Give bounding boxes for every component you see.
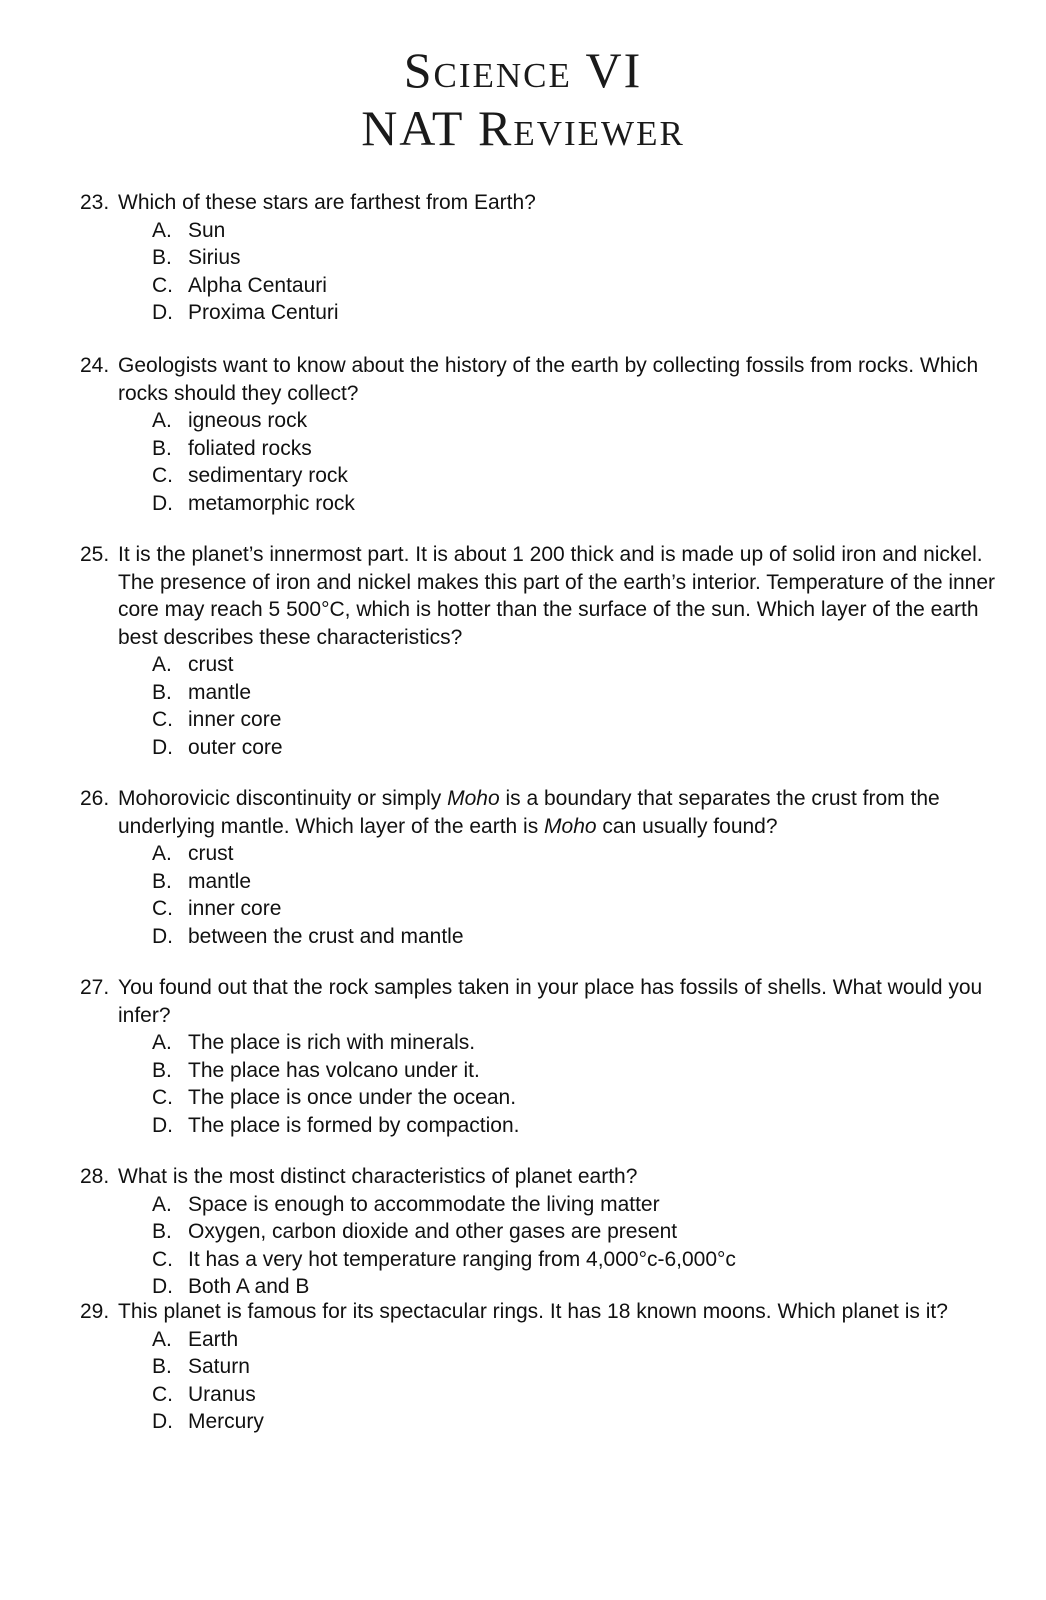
option-letter: A. — [152, 653, 172, 676]
option-b — [80, 679, 1000, 707]
option-text: Oxygen, carbon dioxide and other gases are present — [188, 1220, 678, 1243]
option-b — [80, 1057, 1000, 1085]
option-d — [80, 1273, 1000, 1301]
option-letter: C. — [152, 1382, 173, 1406]
option-b — [80, 244, 1000, 272]
question-text: It is the planet’s innermost part. It is about 1 200 thick and is made up of solid iron and nickel. The presence of iron and nickel makes this part of the earth’s interior. Temperature of the inner core may reach 5 500°C, which is hotter than the surface of the sun. Which layer of the earth best describes these characteristics? — [118, 543, 996, 649]
question-24 — [80, 352, 1000, 517]
question-number: 26. — [80, 787, 110, 810]
option-letter: B. — [152, 680, 172, 704]
option-text: Proxima Centuri — [188, 301, 339, 324]
option-d — [80, 299, 1000, 327]
option-text: metamorphic rock — [188, 491, 355, 515]
option-letter: B. — [152, 436, 172, 460]
option-letter: C. — [152, 1247, 173, 1271]
option-a — [80, 1029, 1000, 1057]
question-text: What is the most distinct characteristics of planet earth? — [118, 1165, 638, 1188]
option-text: The place is rich with minerals. — [188, 1031, 476, 1054]
option-letter: A. — [152, 1327, 172, 1351]
option-letter: D. — [152, 735, 173, 759]
option-c — [80, 706, 1000, 734]
question-text: Which of these stars are farthest from Earth? — [118, 191, 536, 214]
option-letter: B. — [152, 246, 172, 269]
option-text: mantle — [188, 680, 252, 704]
option-b — [80, 1218, 1000, 1246]
option-text: Sirius — [188, 246, 241, 269]
question-number: 29. — [80, 1300, 110, 1323]
option-letter: C. — [152, 708, 173, 731]
option-letter: D. — [152, 491, 173, 515]
question-text: This planet is famous for its spectacular rings. It has 18 known moons. Which planet is it? — [118, 1300, 948, 1323]
option-text: The place has volcano under it. — [188, 1058, 480, 1082]
option-letter: B. — [152, 869, 172, 893]
option-text: sedimentary rock — [188, 464, 348, 487]
option-letter: D. — [152, 301, 173, 324]
option-a — [80, 1191, 1000, 1219]
option-letter: A. — [152, 1031, 172, 1054]
option-letter: C. — [152, 464, 173, 487]
question-number: 28. — [80, 1165, 110, 1188]
question-number: 27. — [80, 976, 110, 999]
question-25 — [80, 541, 1000, 761]
option-text: Alpha Centauri — [188, 273, 327, 297]
option-a — [80, 1326, 1000, 1354]
option-letter: C. — [152, 897, 173, 920]
question-text: You found out that the rock samples taken in your place has fossils of shells. What would you infer? — [118, 976, 983, 1027]
question-26 — [80, 785, 1000, 950]
option-text: It has a very hot temperature ranging from 4,000°c-6,000°c — [188, 1247, 736, 1271]
option-text: Sun — [188, 218, 226, 242]
option-letter: A. — [152, 218, 172, 242]
question-text: Geologists want to know about the history of the earth by collecting fossils from rocks. Which rocks should they collect? — [118, 354, 979, 405]
question-number: 23. — [80, 191, 110, 214]
option-a — [80, 217, 1000, 245]
option-a — [80, 651, 1000, 679]
option-text: The place is once under the ocean. — [188, 1086, 517, 1109]
question-27 — [80, 974, 1000, 1139]
option-text: outer core — [188, 735, 283, 759]
option-text: Earth — [188, 1327, 239, 1351]
option-a — [80, 840, 1000, 868]
option-b — [80, 435, 1000, 463]
option-c — [80, 1246, 1000, 1274]
option-letter: B. — [152, 1220, 172, 1243]
option-letter: D. — [152, 1410, 173, 1433]
option-d — [80, 1408, 1000, 1436]
question-23 — [80, 189, 1000, 327]
option-d — [80, 490, 1000, 518]
option-letter: B. — [152, 1058, 172, 1082]
option-letter: D. — [152, 924, 173, 948]
option-letter: B. — [152, 1355, 172, 1378]
option-a — [80, 407, 1000, 435]
option-text: The place is formed by compaction. — [188, 1113, 520, 1137]
option-text: igneous rock — [188, 409, 308, 432]
option-c — [80, 462, 1000, 490]
option-d — [80, 923, 1000, 951]
option-text: Both A and B — [188, 1275, 310, 1298]
option-letter: D. — [152, 1275, 173, 1298]
option-text: crust — [188, 842, 234, 865]
question-text: Mohorovicic discontinuity or simply Moho is a boundary that separates the crust from the underlying mantle. Which layer of the earth is Moho can usually found? — [118, 787, 940, 838]
option-text: Saturn — [188, 1355, 250, 1378]
option-b — [80, 1353, 1000, 1381]
option-d — [80, 1112, 1000, 1140]
option-b — [80, 868, 1000, 896]
option-letter: A. — [152, 1192, 172, 1216]
option-text: between the crust and mantle — [188, 924, 464, 948]
option-letter: D. — [152, 1113, 173, 1137]
option-letter: C. — [152, 1086, 173, 1109]
option-letter: A. — [152, 409, 172, 432]
option-text: Space is enough to accommodate the living matter — [188, 1192, 660, 1216]
option-text: Uranus — [188, 1382, 256, 1406]
option-text: crust — [188, 653, 234, 676]
page-title-line1: Science VI — [403, 42, 643, 98]
option-c — [80, 272, 1000, 300]
question-number: 25. — [80, 543, 110, 566]
option-text: foliated rocks — [188, 436, 312, 460]
question-28 — [80, 1163, 1000, 1301]
question-29 — [80, 1298, 1000, 1436]
option-d — [80, 734, 1000, 762]
option-text: inner core — [188, 708, 282, 731]
page-title-line2: NAT Reviewer — [361, 100, 685, 156]
option-c — [80, 895, 1000, 923]
option-c — [80, 1381, 1000, 1409]
option-letter: C. — [152, 273, 173, 297]
option-text: mantle — [188, 869, 252, 893]
option-c — [80, 1084, 1000, 1112]
option-letter: A. — [152, 842, 172, 865]
option-text: Mercury — [188, 1410, 264, 1433]
question-number: 24. — [80, 354, 110, 377]
option-text: inner core — [188, 897, 282, 920]
